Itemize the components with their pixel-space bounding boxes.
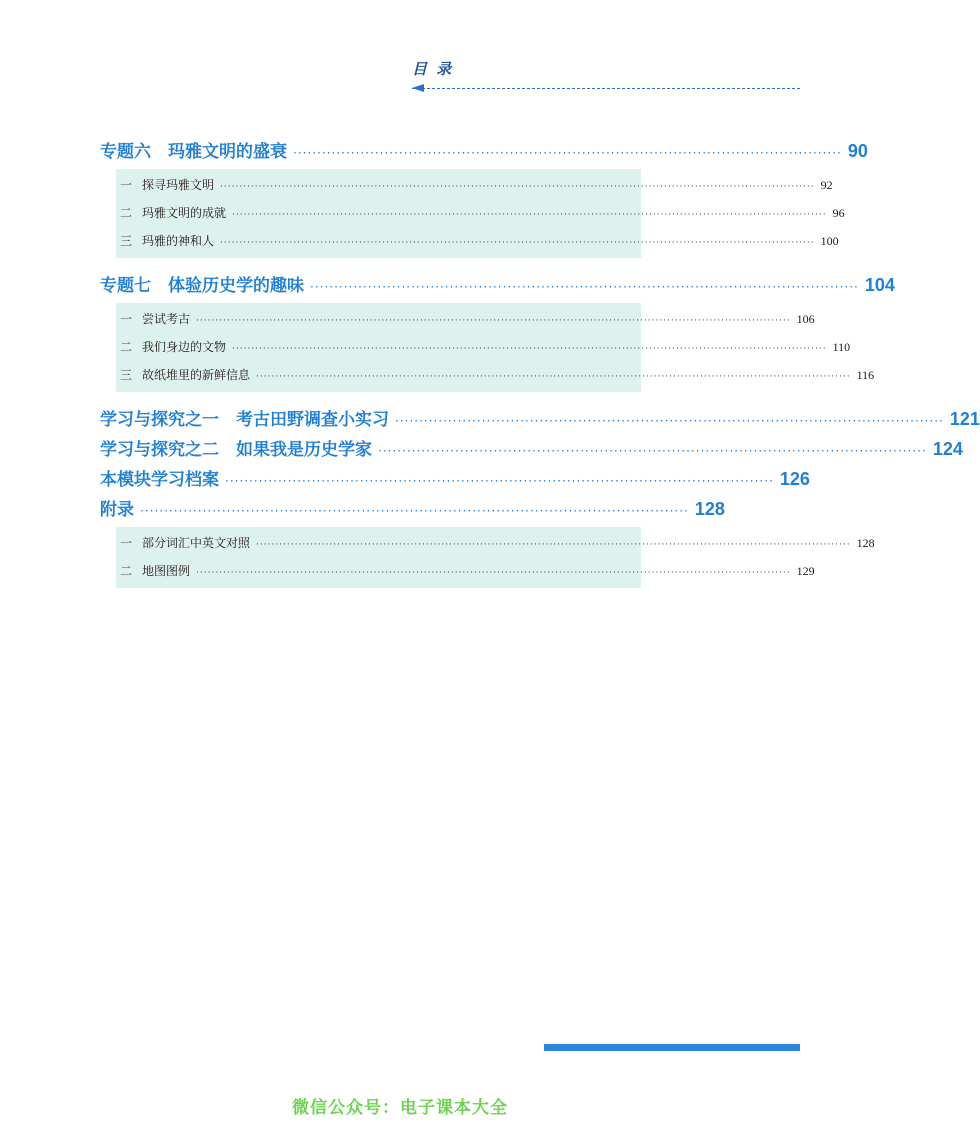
dot-leader: ··························································································································································: [256, 372, 851, 382]
dot-leader: ··························································································································································: [196, 568, 791, 578]
item-page: 110: [832, 340, 851, 354]
item-page: 96: [832, 206, 845, 220]
subsection-list: [116, 527, 875, 588]
toc-item[interactable]: [116, 228, 839, 256]
toc-section[interactable]: [100, 436, 963, 463]
item-page: 100: [820, 234, 839, 248]
section-title: 本模块学习档案: [100, 470, 219, 490]
item-page: 106: [796, 312, 815, 326]
item-title: 部分词汇中英文对照: [142, 536, 251, 550]
toc-section[interactable]: [100, 406, 980, 433]
dot-leader: ··························································································································································: [232, 210, 827, 220]
toc-section[interactable]: [100, 466, 810, 493]
subsection-list: [116, 303, 875, 392]
section-page: 121: [949, 409, 980, 429]
dot-leader: ··················································································································: [310, 280, 859, 294]
item-number: 二: [120, 206, 133, 220]
toc-section[interactable]: [100, 138, 868, 165]
item-number: 二: [120, 340, 133, 354]
dot-leader: ··················································································································: [378, 444, 927, 458]
dot-leader: ··················································································································: [140, 504, 689, 518]
item-title: 玛雅文明的成就: [142, 206, 227, 220]
toc-section[interactable]: [100, 496, 725, 523]
dot-leader: ··················································································································: [395, 414, 944, 428]
section-page: 90: [847, 141, 868, 161]
dot-leader: ··························································································································································: [220, 238, 815, 248]
table-of-contents: [100, 138, 980, 602]
item-number: 一: [120, 536, 133, 550]
section-page: 124: [932, 439, 963, 459]
item-number: 一: [120, 312, 133, 326]
section-title: 专题七 体验历史学的趣味: [100, 276, 304, 296]
section-title: 专题六 玛雅文明的盛衰: [100, 142, 287, 162]
section-page: 104: [864, 275, 895, 295]
item-title: 地图图例: [142, 564, 191, 578]
dot-leader: ··························································································································································: [220, 182, 815, 192]
item-title: 我们身边的文物: [142, 340, 227, 354]
item-title: 故纸堆里的新鲜信息: [142, 368, 251, 382]
toc-item[interactable]: [116, 172, 833, 200]
item-title: 尝试考古: [142, 312, 191, 326]
toc-item[interactable]: [116, 306, 815, 334]
section-title: 附录: [100, 500, 134, 520]
item-title: 玛雅的神和人: [142, 234, 215, 248]
toc-item[interactable]: [116, 558, 815, 586]
item-title: 探寻玛雅文明: [142, 178, 215, 192]
dot-leader: ··················································································································: [293, 146, 842, 160]
item-page: 129: [796, 564, 815, 578]
item-number: 一: [120, 178, 133, 192]
page-title: 目 录: [412, 60, 454, 78]
dot-leader: ··························································································································································: [256, 540, 851, 550]
item-page: 128: [856, 536, 875, 550]
subsection-list: [116, 169, 845, 258]
watermark-text: 微信公众号：电子课本大全: [292, 1098, 508, 1118]
item-page: 116: [856, 368, 875, 382]
toc-item[interactable]: [116, 200, 845, 228]
section-page: 128: [694, 499, 725, 519]
dot-leader: ··························································································································································: [196, 316, 791, 326]
dot-leader: ··························································································································································: [232, 344, 827, 354]
section-title: 学习与探究之二 如果我是历史学家: [100, 440, 372, 460]
toc-item[interactable]: [116, 334, 851, 362]
toc-item[interactable]: [116, 362, 875, 390]
toc-item[interactable]: [116, 530, 875, 558]
footer-accent-bar: [544, 1044, 800, 1051]
section-title: 学习与探究之一 考古田野调查小实习: [100, 410, 389, 430]
item-number: 三: [120, 234, 133, 248]
item-number: 三: [120, 368, 133, 382]
section-page: 126: [779, 469, 810, 489]
toc-section[interactable]: [100, 272, 895, 299]
header-dashed-rule: [412, 88, 800, 89]
item-number: 二: [120, 564, 133, 578]
dot-leader: ··················································································································: [225, 474, 774, 488]
item-page: 92: [820, 178, 833, 192]
